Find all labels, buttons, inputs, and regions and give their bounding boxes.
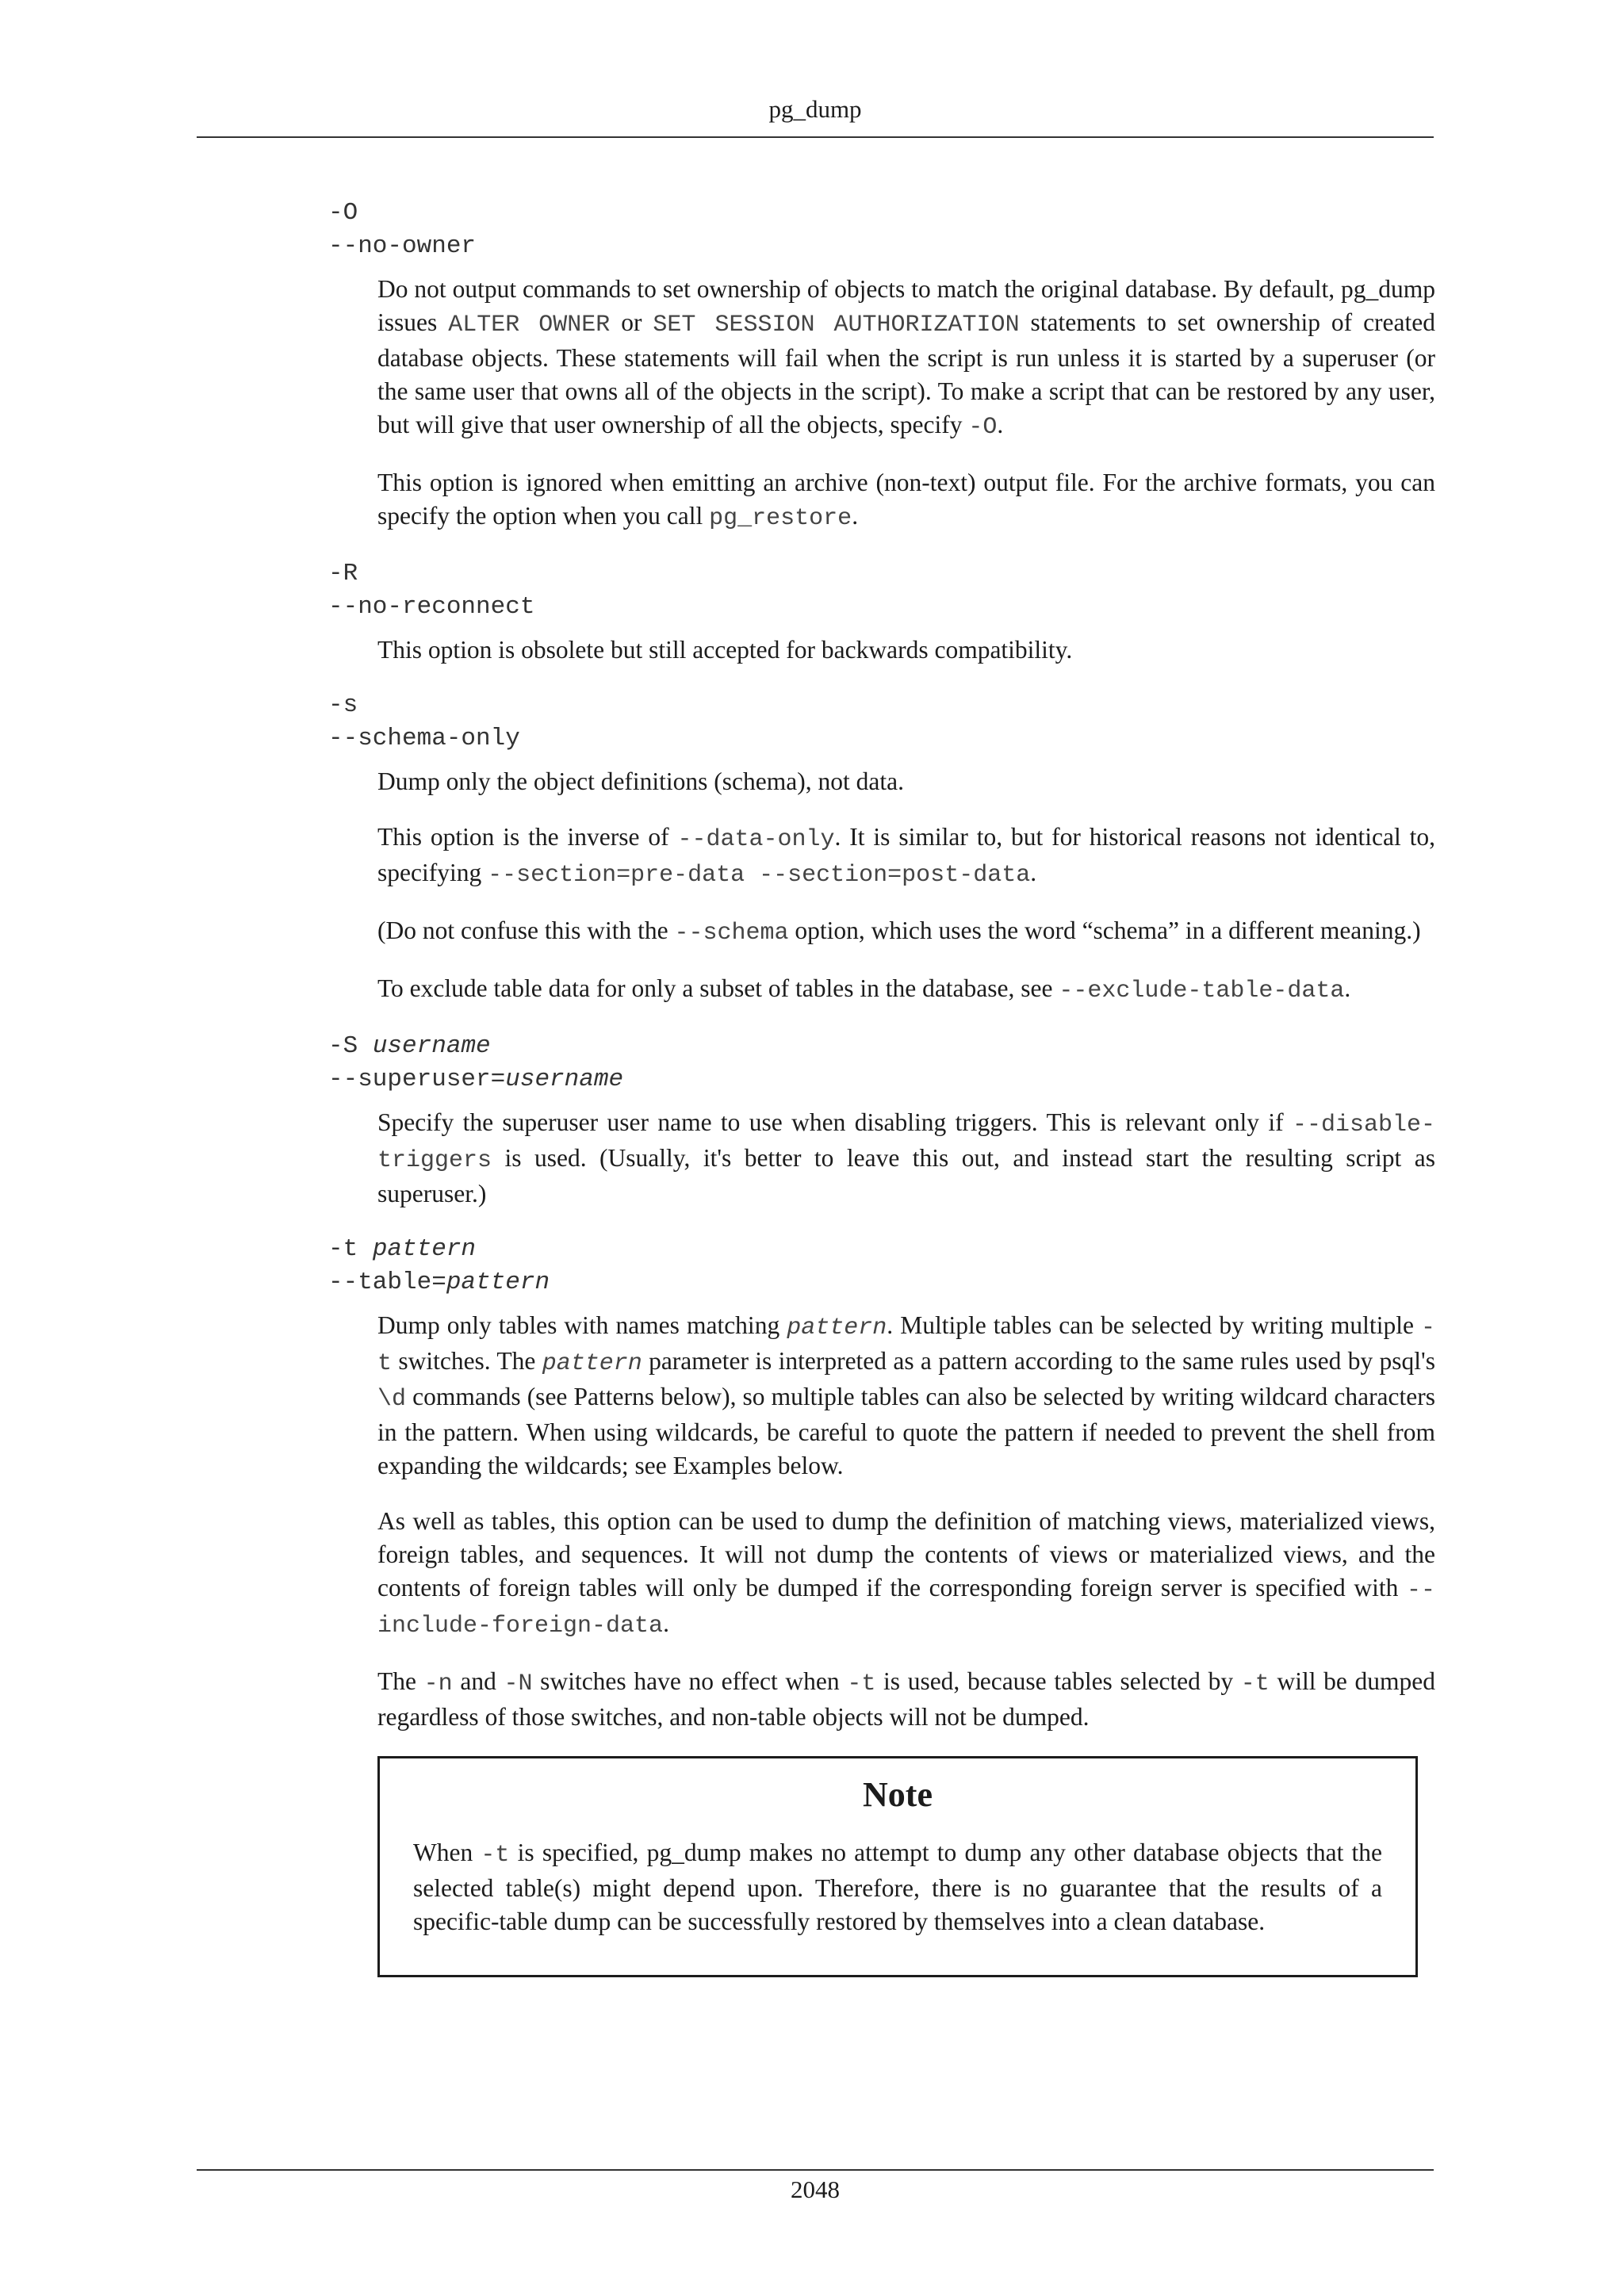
- text: Dump only tables with names matching: [377, 1311, 787, 1339]
- option-short: [328, 1030, 1438, 1063]
- inline-code: --disable-triggers: [377, 1112, 1435, 1174]
- inline-code: --section=pre-data --section=post-data: [488, 862, 1031, 889]
- option-short: -O: [328, 199, 358, 227]
- note-paragraph: [413, 1836, 1382, 1938]
- paragraph: [377, 273, 1435, 444]
- option-no-owner: [328, 197, 1438, 535]
- text: statements to set ownership of created database objects. These statements will fail when the script is run unless it is started by a superuser (or the same user that owns all of the objects in the script). To make a script that can be restored by any user, but will give that user ownership of all the objects, specify: [377, 308, 1435, 438]
- text: switches. The: [392, 1347, 542, 1375]
- page-number: 2048: [791, 2175, 840, 2203]
- paragraph: [377, 466, 1435, 535]
- option-description: [377, 1309, 1435, 1734]
- text: This option is ignored when emitting an archive (non-text) output file. For the archive formats, you can specify the option when you call: [377, 469, 1435, 530]
- option-description: [377, 273, 1435, 535]
- text: . Multiple tables can be selected by writing multiple: [887, 1311, 1421, 1339]
- footer-rule: [197, 2169, 1434, 2171]
- text: commands (see Patterns below), so multiple tables can also be selected by writing wildcard characters in the pattern. When using wildcards, be careful to quote the pattern if needed to prevent the shell from expanding the wildcards; see Examples below.: [377, 1383, 1435, 1479]
- inline-code: -O: [968, 414, 998, 441]
- option-long: --no-reconnect: [328, 593, 535, 621]
- text: is used, because tables selected by: [875, 1667, 1241, 1695]
- option-argument: username: [505, 1066, 624, 1093]
- text: will be dumped regardless of those switches, and non-table objects will not be dumped.: [377, 1667, 1436, 1731]
- text: is used. (Usually, it's better to leave this out, and instead start the resulting script as superuser.): [377, 1144, 1435, 1207]
- inline-code: --exclude-table-data: [1059, 978, 1345, 1004]
- text: (Do not confuse this with the: [377, 916, 675, 944]
- text: --table=: [328, 1269, 446, 1296]
- inline-code: pg_restore: [709, 505, 852, 532]
- inline-code: -t: [1240, 1670, 1270, 1697]
- text: To exclude table data for only a subset of tables in the database, see: [377, 974, 1059, 1002]
- inline-code: --schema: [674, 920, 789, 947]
- paragraph: [377, 1505, 1435, 1643]
- inline-code: -t: [377, 1314, 1435, 1377]
- option-description: [377, 633, 1435, 667]
- inline-code: -n: [423, 1670, 453, 1697]
- inline-code: ALTER OWNER: [448, 312, 611, 339]
- inline-code: \d: [377, 1386, 407, 1413]
- paragraph: [377, 1309, 1435, 1483]
- option-short: [328, 1233, 1438, 1266]
- page-header-title: pg_dump: [768, 95, 862, 123]
- text: or: [610, 308, 653, 336]
- option-short: -R: [328, 560, 358, 587]
- text: .: [997, 411, 1004, 438]
- text: -t: [328, 1235, 373, 1263]
- text: -S: [328, 1032, 373, 1060]
- option-description: [377, 765, 1435, 1008]
- inline-code: pattern: [542, 1350, 642, 1377]
- paragraph: [377, 1665, 1435, 1734]
- inline-code: -t: [847, 1670, 876, 1697]
- option-long: --schema-only: [328, 725, 520, 752]
- option-description: [377, 1106, 1435, 1211]
- paragraph: This option is obsolete but still accepted for backwards compatibility.: [377, 636, 1073, 664]
- option-short: -s: [328, 691, 358, 719]
- option-schema-only: [328, 689, 1438, 1008]
- note-box: [377, 1756, 1418, 1977]
- document-body: [328, 197, 1438, 1977]
- note-title: Note: [863, 1775, 933, 1814]
- text: .: [1344, 974, 1351, 1002]
- paragraph: [377, 1106, 1435, 1211]
- paragraph: [377, 821, 1435, 892]
- text: switches have no effect when: [532, 1667, 848, 1695]
- header-rule: [197, 136, 1434, 138]
- paragraph: Dump only the object definitions (schema), not data.: [377, 767, 904, 795]
- option-long: --no-owner: [328, 232, 477, 260]
- inline-code: --include-foreign-data: [377, 1577, 1435, 1640]
- text: Specify the superuser user name to use when disabling triggers. This is relevant only if: [377, 1108, 1293, 1136]
- option-argument: pattern: [372, 1235, 477, 1263]
- option-table: [328, 1233, 1438, 1734]
- inline-code: SET SESSION AUTHORIZATION: [653, 312, 1020, 339]
- text: As well as tables, this option can be used to dump the definition of matching views, materialized views, foreign tables, and sequences. It will not dump the contents of views or materialized views, and the contents of foreign tables will only be dumped if the corresponding foreign server is specified with: [377, 1507, 1435, 1601]
- text: and: [452, 1667, 504, 1695]
- text: --superuser=: [328, 1066, 506, 1093]
- option-argument: pattern: [446, 1269, 550, 1296]
- option-long: [328, 1266, 1438, 1299]
- text: The: [377, 1667, 424, 1695]
- text: . It is similar to, but for historical reasons not identical to, specifying: [377, 823, 1435, 886]
- text: This option is the inverse of: [377, 823, 678, 851]
- paragraph: [377, 914, 1435, 950]
- inline-code: -N: [504, 1670, 533, 1697]
- text: parameter is interpreted as a pattern according to the same rules used by psql's: [642, 1347, 1435, 1375]
- paragraph: [377, 972, 1435, 1008]
- option-superuser: [328, 1030, 1438, 1211]
- inline-code: pattern: [787, 1314, 887, 1341]
- inline-code: -t: [481, 1842, 510, 1869]
- option-long: [328, 1063, 1438, 1096]
- inline-code: --data-only: [677, 826, 835, 853]
- text: option, which uses the word “schema” in a different meaning.): [788, 916, 1421, 944]
- text: .: [1030, 859, 1037, 886]
- text: .: [852, 502, 859, 530]
- text: Do not output commands to set ownership of objects to match the original database. By default, pg_dump issues: [377, 275, 1435, 336]
- text: is specified, pg_dump makes no attempt to dump any other database objects that the selected table(s) might depend upon. Therefore, there is no guarantee that the results of a specific-table dump can be successfully restored by themselves into a clean database.: [413, 1839, 1382, 1935]
- option-argument: username: [372, 1032, 491, 1060]
- text: When: [413, 1839, 481, 1866]
- text: .: [663, 1609, 669, 1637]
- option-no-reconnect: [328, 557, 1438, 667]
